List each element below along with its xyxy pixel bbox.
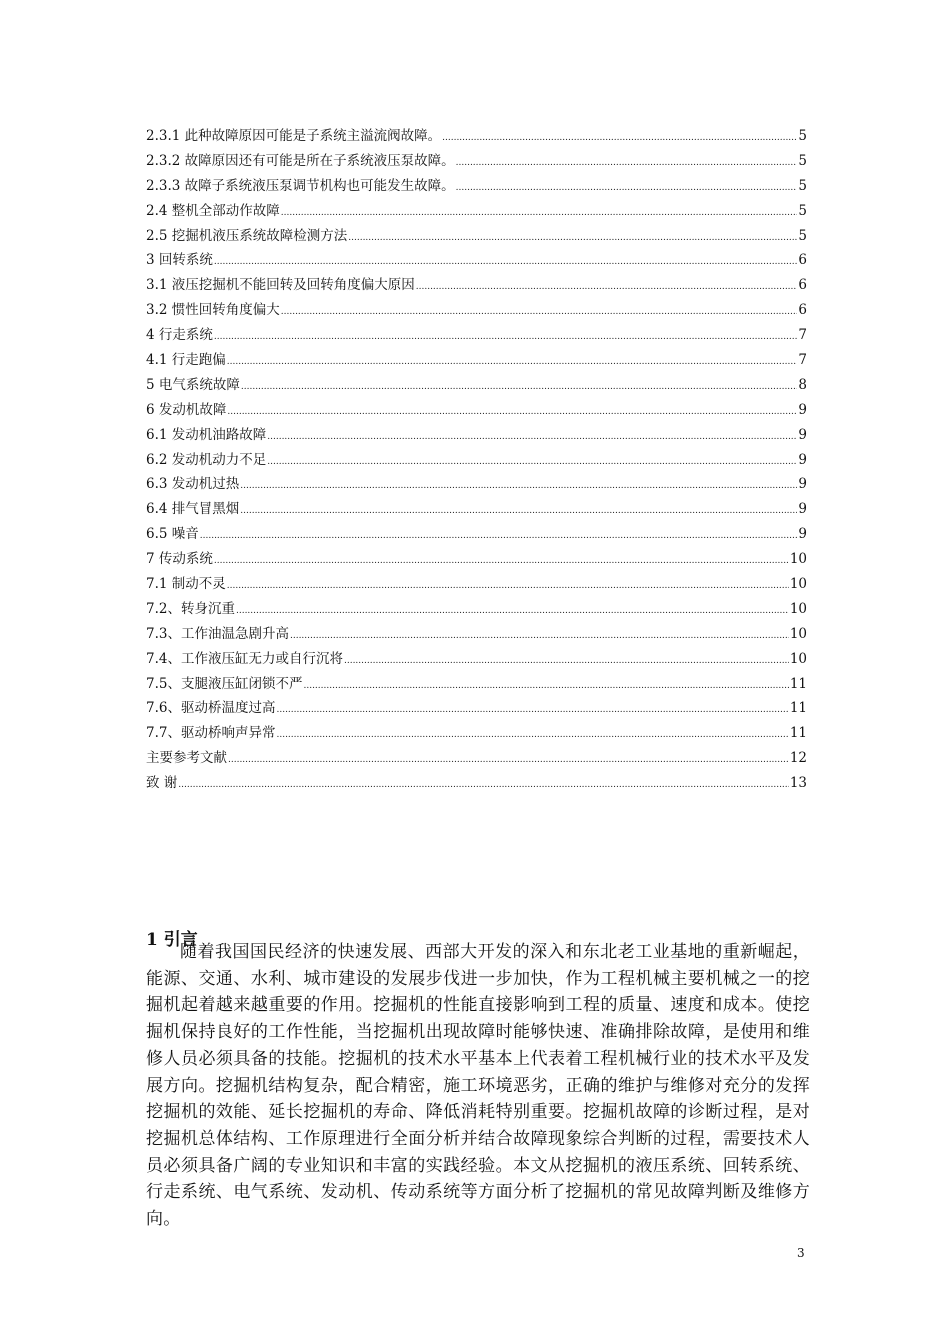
toc-entry-label: 7 传动系统 [146, 551, 213, 568]
toc-leader-dots [214, 323, 798, 350]
toc-entry-page: 10 [789, 625, 807, 642]
toc-leader-dots [236, 597, 789, 624]
toc-entry[interactable] [146, 323, 807, 348]
toc-entry-page: 5 [798, 152, 807, 169]
toc-leader-dots [227, 398, 797, 425]
toc-entry-label: 7.4、工作液压缸无力或自行沉将 [146, 650, 343, 667]
toc-entry-page: 6 [798, 302, 807, 319]
toc-leader-dots [214, 248, 798, 275]
toc-entry[interactable] [146, 199, 807, 224]
toc-leader-dots [214, 547, 789, 574]
toc-entry[interactable] [146, 721, 807, 746]
toc-entry-label: 2.5 挖掘机液压系统故障检测方法 [146, 227, 348, 244]
toc-entry-page: 8 [798, 376, 807, 393]
toc-leader-dots [178, 771, 789, 798]
toc-entry[interactable] [146, 597, 807, 622]
toc-entry-page: 11 [789, 700, 807, 717]
toc-entry-page: 6 [798, 277, 807, 294]
toc-entry-label: 6 发动机故障 [146, 401, 227, 418]
toc-entry[interactable] [146, 746, 807, 771]
toc-leader-dots [200, 522, 798, 549]
toc-leader-dots [456, 149, 798, 176]
toc-entry-page: 9 [798, 426, 807, 443]
toc-entry-page: 5 [798, 202, 807, 219]
toc-leader-dots [241, 373, 798, 400]
toc-entry-page: 13 [789, 775, 807, 792]
toc-entry[interactable] [146, 522, 807, 547]
toc-entry[interactable] [146, 622, 807, 647]
toc-entry-page: 9 [798, 501, 807, 518]
toc-entry-page: 10 [789, 600, 807, 617]
toc-leader-dots [456, 174, 798, 201]
toc-entry-label: 7.7、驱动桥响声异常 [146, 725, 276, 742]
toc-entry-label: 3.1 液压挖掘机不能回转及回转角度偏大原因 [146, 277, 415, 294]
toc-leader-dots [267, 448, 797, 475]
toc-leader-dots [227, 348, 798, 375]
body-paragraph: 随着我国国民经济的快速发展、西部大开发的深入和东北老工业基地的重新崛起，能源、交通、水利、城市建设的发展步伐进一步加快，作为工程机械主要机械之一的挖掘机起着越来越重要的作用。挖掘机的性能直接影响到工程的质量、速度和成本。使挖掘机保持良好的工作性能，当挖掘机出现故障时能够快速、准确排除故障，是使用和维修人员必须具备的技能。挖掘机的技术水平基本上代表着工程机械行业的技术水平及发展方向。挖掘机结构复杂，配合精密，施工环境恶劣，正确的维护与维修对充分的发挥挖掘机的效能、延长挖掘机的寿命、降低消耗特别重要。挖掘机故障的诊断过程，是对挖掘机总体结构、工作原理进行全面分析并结合故障现象综合判断的过程，需要技术人员必须具备广阔的专业知识和丰富的实践经验。本文从挖掘机的液压系统、回转系统、行走系统、电气系统、发动机、传动系统等方面分析了挖掘机的常见故障判断及维修方向。 [146, 942, 810, 1230]
toc-entry[interactable] [146, 348, 807, 373]
toc-entry[interactable] [146, 547, 807, 572]
toc-entry[interactable] [146, 174, 807, 199]
toc-entry[interactable] [146, 149, 807, 174]
toc-entry[interactable] [146, 672, 807, 697]
toc-entry-label: 6.1 发动机油路故障 [146, 426, 267, 443]
toc-entry-page: 5 [798, 128, 807, 144]
toc-entry-page: 9 [798, 526, 807, 543]
toc-entry[interactable] [146, 248, 807, 273]
toc-entry-label: 5 电气系统故障 [146, 376, 240, 393]
section-heading: 1 引言 [146, 930, 198, 950]
table-of-contents [146, 124, 807, 796]
toc-entry-page: 10 [789, 576, 807, 593]
page-number: 3 [797, 1246, 805, 1260]
toc-entry[interactable] [146, 497, 807, 522]
toc-entry-label: 6.5 噪音 [146, 526, 199, 543]
toc-entry-label: 6.4 排气冒黑烟 [146, 501, 240, 518]
toc-entry-page: 5 [798, 227, 807, 244]
toc-leader-dots [276, 696, 788, 723]
toc-entry-page: 7 [798, 352, 807, 369]
toc-entry-page: 9 [798, 476, 807, 493]
toc-entry-label: 2.4 整机全部动作故障 [146, 202, 280, 219]
toc-leader-dots [281, 298, 798, 325]
toc-entry[interactable] [146, 423, 807, 448]
toc-entry[interactable] [146, 647, 807, 672]
toc-entry[interactable] [146, 771, 807, 796]
toc-entry-label: 6.2 发动机动力不足 [146, 451, 267, 468]
toc-entry-label: 6.3 发动机过热 [146, 476, 240, 493]
toc-leader-dots [348, 224, 797, 251]
toc-entry[interactable] [146, 273, 807, 298]
toc-leader-dots [344, 647, 789, 674]
toc-entry-label: 4.1 行走跑偏 [146, 352, 226, 369]
toc-entry-page: 11 [789, 675, 807, 692]
toc-entry[interactable] [146, 298, 807, 323]
toc-entry-label: 3.2 惯性回转角度偏大 [146, 302, 280, 319]
toc-leader-dots [281, 199, 798, 226]
toc-leader-dots [290, 622, 789, 649]
toc-leader-dots [267, 423, 797, 450]
toc-entry-label: 致 谢 [146, 775, 178, 792]
toc-leader-dots [227, 572, 789, 599]
toc-leader-dots [442, 124, 797, 151]
toc-entry-label: 3 回转系统 [146, 252, 213, 269]
toc-entry-page: 6 [798, 252, 807, 269]
toc-entry-label: 7.1 制动不灵 [146, 576, 226, 593]
toc-entry-page: 12 [789, 750, 807, 767]
toc-entry[interactable] [146, 373, 807, 398]
toc-leader-dots [240, 472, 797, 499]
toc-entry[interactable] [146, 124, 807, 149]
toc-entry-label: 2.3.3 故障子系统液压泵调节机构也可能发生故障。 [146, 177, 455, 194]
toc-leader-dots [276, 721, 788, 748]
toc-entry-page: 7 [798, 327, 807, 344]
toc-entry-page: 9 [798, 401, 807, 418]
toc-entry[interactable] [146, 572, 807, 597]
toc-leader-dots [416, 273, 798, 300]
toc-entry-label: 7.2、转身沉重 [146, 600, 235, 617]
toc-entry-label: 2.3.2 故障原因还有可能是所在子系统液压泵故障。 [146, 152, 455, 169]
toc-entry[interactable] [146, 472, 807, 497]
toc-leader-dots [240, 497, 797, 524]
toc-entry-page: 9 [798, 451, 807, 468]
toc-entry[interactable] [146, 448, 807, 473]
toc-entry-label: 4 行走系统 [146, 327, 213, 344]
toc-entry-page: 10 [789, 551, 807, 568]
toc-entry-page: 5 [798, 177, 807, 194]
toc-entry-label: 2.3.1 此种故障原因可能是子系统主溢流阀故障。 [146, 128, 442, 144]
toc-entry[interactable] [146, 696, 807, 721]
toc-entry-page: 10 [789, 650, 807, 667]
toc-entry-label: 7.6、驱动桥温度过高 [146, 700, 276, 717]
toc-entry[interactable] [146, 398, 807, 423]
toc-entry-label: 7.5、支腿液压缸闭锁不严 [146, 675, 303, 692]
toc-leader-dots [303, 672, 788, 699]
toc-entry-label: 7.3、工作油温急剧升高 [146, 625, 289, 642]
toc-leader-dots [228, 746, 789, 773]
toc-entry[interactable] [146, 224, 807, 249]
toc-entry-page: 11 [789, 725, 807, 742]
toc-entry-label: 主要参考文献 [146, 750, 227, 767]
